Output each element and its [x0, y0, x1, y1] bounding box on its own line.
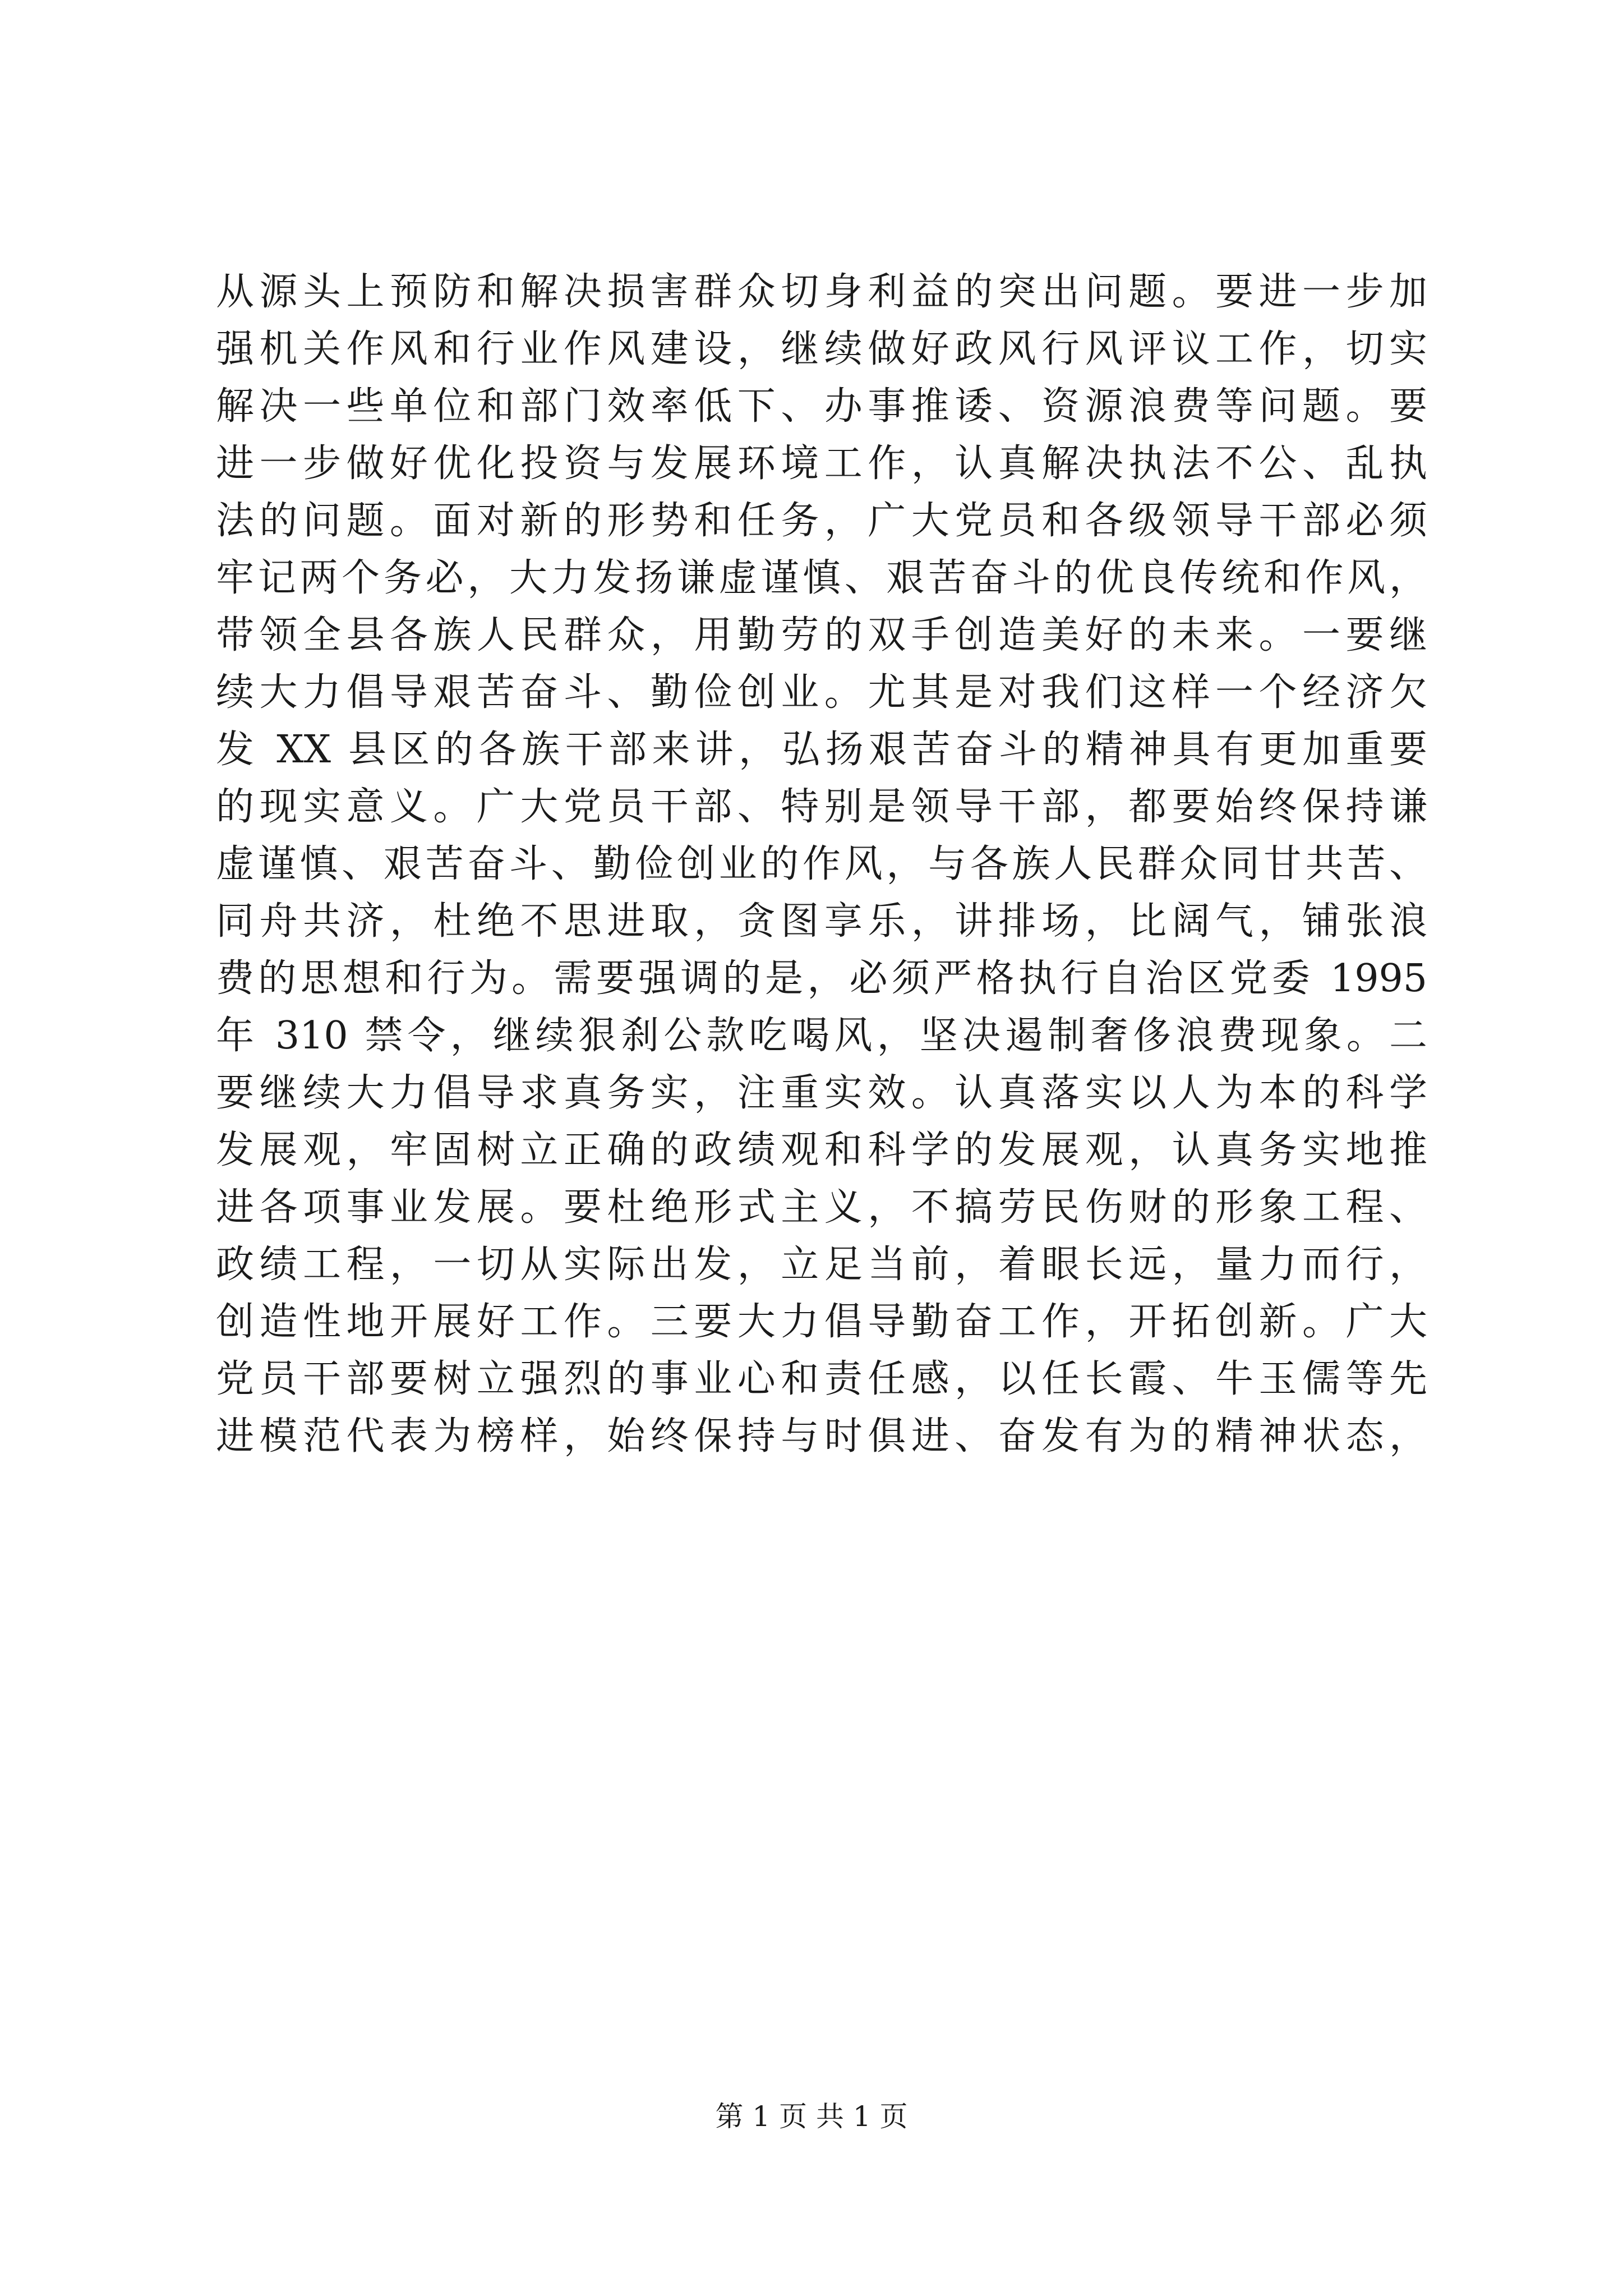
text-line: 进模范代表为榜样，始终保持与时俱进、奋发有为的精神状态，	[216, 1414, 1427, 1458]
text-line: 牢记两个务必，大力发扬谦虚谨慎、艰苦奋斗的优良传统和作风，	[216, 556, 1427, 600]
text-line: 从源头上预防和解决损害群众切身利益的突出问题。要进一步加	[216, 270, 1427, 314]
text-line: 进一步做好优化投资与发展环境工作，认真解决执法不公、乱执	[216, 441, 1427, 486]
text-line: 解决一些单位和部门效率低下、办事推诿、资源浪费等问题。要	[216, 384, 1427, 429]
text-line: 发展观，牢固树立正确的政绩观和科学的发展观，认真务实地推	[216, 1128, 1427, 1172]
text-line: 年 310 禁令，继续狠刹公款吃喝风，坚决遏制奢侈浪费现象。二	[216, 1014, 1427, 1058]
text-line: 要继续大力倡导求真务实，注重实效。认真落实以人为本的科学	[216, 1071, 1427, 1115]
text-line: 续大力倡导艰苦奋斗、勤俭创业。尤其是对我们这样一个经济欠	[216, 670, 1427, 715]
body-text	[216, 264, 1427, 1465]
text-line: 虚谨慎、艰苦奋斗、勤俭创业的作风，与各族人民群众同甘共苦、	[216, 842, 1427, 886]
text-line: 法的问题。面对新的形势和任务，广大党员和各级领导干部必须	[216, 499, 1427, 543]
text-line: 费的思想和行为。需要强调的是，必须严格执行自治区党委 1995	[216, 956, 1427, 1001]
text-line: 进各项事业发展。要杜绝形式主义，不搞劳民伤财的形象工程、	[216, 1185, 1427, 1230]
page-number: 第 1 页 共 1 页	[715, 2100, 908, 2133]
text-line: 同舟共济，杜绝不思进取，贪图享乐，讲排场，比阔气，铺张浪	[216, 899, 1427, 944]
text-line: 党员干部要树立强烈的事业心和责任感，以任长霞、牛玉儒等先	[216, 1357, 1427, 1401]
text-line: 的现实意义。广大党员干部、特别是领导干部，都要始终保持谦	[216, 785, 1427, 829]
text-line: 发 XX 县区的各族干部来讲，弘扬艰苦奋斗的精神具有更加重要	[216, 728, 1427, 772]
page-footer	[0, 2097, 1623, 2136]
text-line: 创造性地开展好工作。三要大力倡导勤奋工作，开拓创新。广大	[216, 1300, 1427, 1344]
text-line: 强机关作风和行业作风建设，继续做好政风行风评议工作，切实	[216, 327, 1427, 371]
text-line: 政绩工程，一切从实际出发，立足当前，着眼长远，量力而行，	[216, 1243, 1427, 1287]
text-line: 带领全县各族人民群众，用勤劳的双手创造美好的未来。一要继	[216, 613, 1427, 657]
